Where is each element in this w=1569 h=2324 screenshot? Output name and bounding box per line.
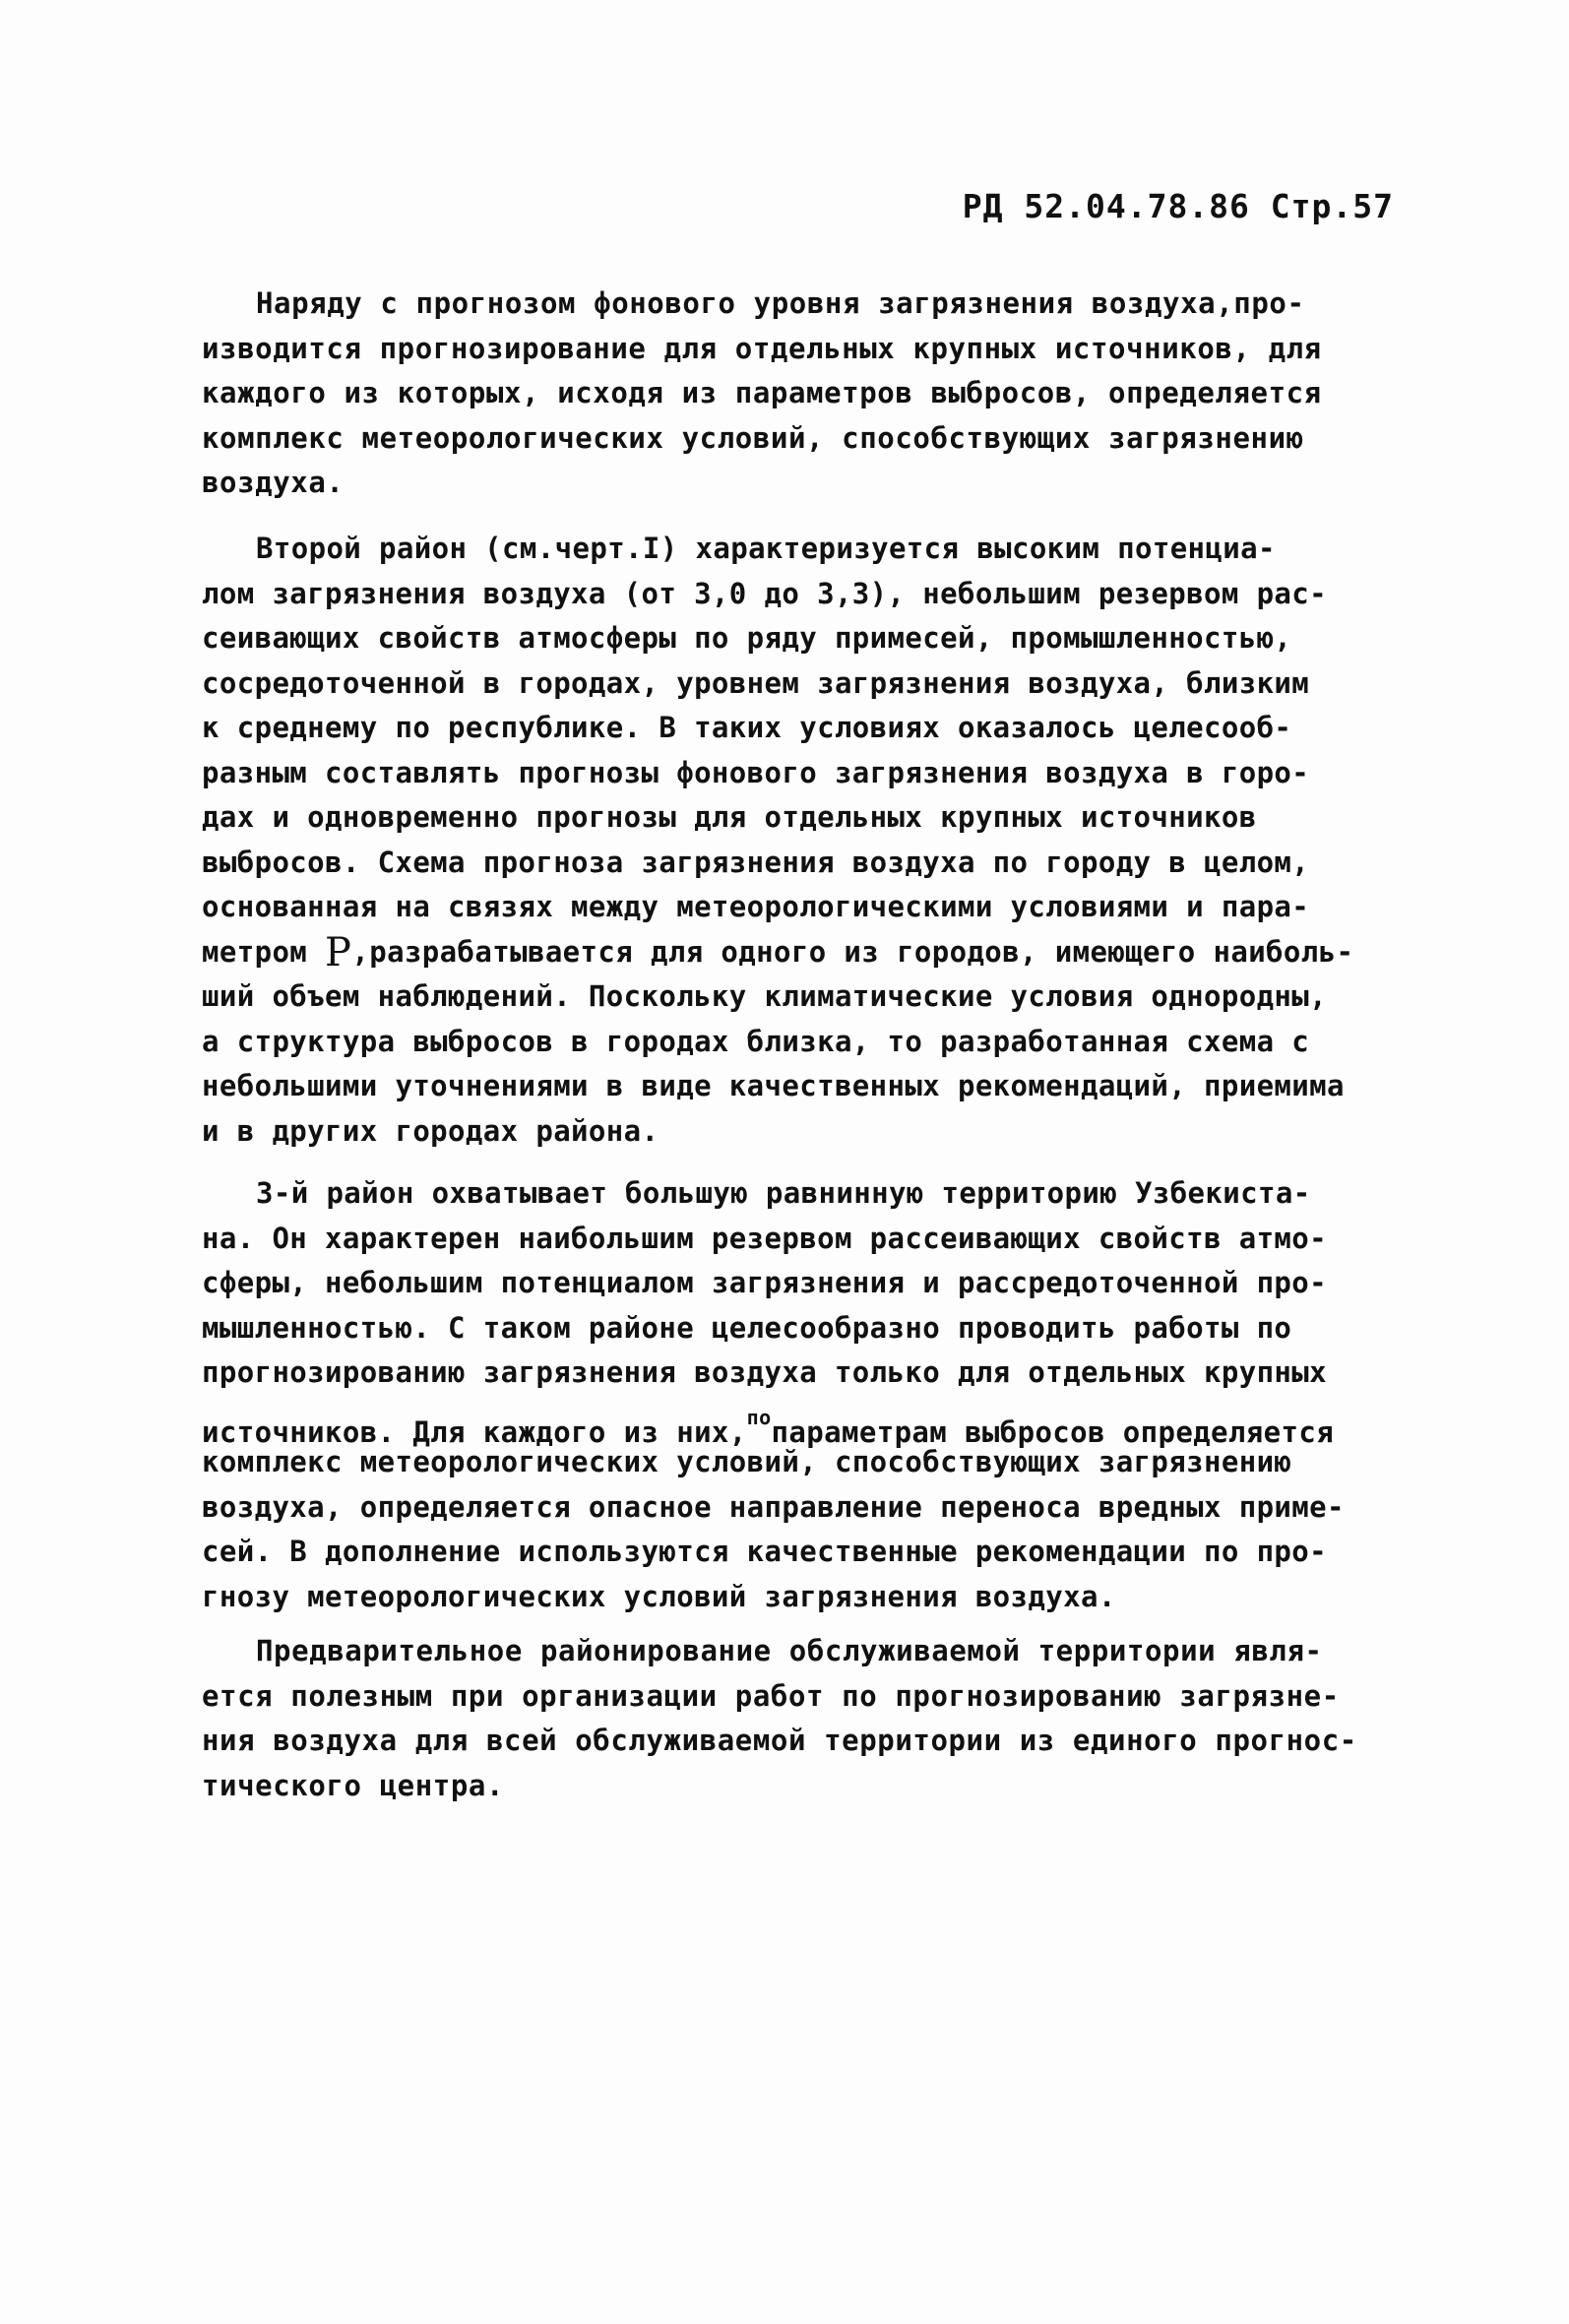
text-line: комплекс метеорологических условий, способствующих загрязнению (202, 420, 1304, 455)
text-line: изводится прогнозирование для отдельных крупных источников, для (202, 331, 1322, 365)
text-line: тического центра. (202, 1768, 505, 1802)
text-line: к среднему по республике. В таких условиях оказалось целесооб- (202, 711, 1292, 744)
text-fragment: источников. Для каждого из них, (202, 1414, 747, 1449)
text-line: каждого из которых, исходя из параметров выбросов, определяется (202, 376, 1322, 409)
text-line: 3-й район охватывает большую равнинную территорию Узбекиста- (256, 1176, 1311, 1210)
text-line: сеивающих свойств атмосферы по ряду примесей, промышленностью, (202, 621, 1292, 655)
text-line: разным составлять прогнозы фонового загрязнения воздуха в горо- (202, 755, 1310, 789)
text-line: лом загрязнения воздуха (от 3,0 до 3,3), небольшим резервом рас- (202, 576, 1328, 610)
text-line: сей. В дополнение используются качественные рекомендации по про- (202, 1535, 1328, 1568)
text-line: ется полезным при организации работ по прогнозированию загрязне- (202, 1678, 1340, 1713)
text-fragment: ,разрабатывается для одного из городов, имеющего наиболь- (351, 934, 1354, 969)
paragraph-4 (202, 1629, 1432, 1808)
text-line: Наряду с прогнозом фонового уровня загрязнения воздуха,про- (256, 286, 1305, 320)
paragraph-1 (202, 282, 1432, 506)
text-line: и в других городах района. (202, 1113, 659, 1148)
text-line: комплекс метеорологических условий, способствующих загрязнению (202, 1445, 1292, 1478)
text-line: Предварительное районирование обслуживаемой территории явля- (256, 1634, 1323, 1667)
text-line: прогнозированию загрязнения воздуха только для отдельных крупных (202, 1355, 1328, 1389)
text-fragment: метром (202, 934, 326, 969)
text-fragment: параметрам выбросов определяется (771, 1414, 1335, 1449)
text-line: сферы, небольшим потенциалом загрязнения и рассредоточенной про- (202, 1266, 1328, 1299)
text-line: мышленностью. С таком районе целесообразно проводить работы по (202, 1310, 1292, 1345)
text-line-with-insertion (202, 1396, 1432, 1449)
text-line: выбросов. Схема прогноза загрязнения воздуха по городу в целом, (202, 845, 1310, 879)
handwritten-insertion: по (746, 1405, 772, 1429)
text-line: ния воздуха для всей обслуживаемой территории из единого прогнос- (202, 1724, 1357, 1757)
text-line: воздуха, определяется опасное направление переноса вредных приме- (202, 1489, 1345, 1524)
text-line: воздуха. (202, 466, 345, 499)
symbol-p: P (325, 929, 352, 975)
text-line: гнозу метеорологических условий загрязнения воздуха. (202, 1579, 1116, 1613)
text-line: небольшими уточнениями в виде качественных рекомендаций, приемима (202, 1069, 1345, 1102)
text-line: а структура выбросов в городах близка, то разработанная схема с (202, 1024, 1310, 1058)
text-line-with-symbol (202, 930, 1432, 975)
text-line: основанная на связях между метеорологическими условиями и пара- (202, 890, 1310, 923)
text-line: дах и одновременно прогнозы для отдельных крупных источников (202, 800, 1257, 834)
text-line: сосредоточенной в городах, уровнем загрязнения воздуха, близким (202, 665, 1310, 700)
paragraph-3 (202, 1171, 1432, 1619)
paragraph-2 (202, 527, 1432, 1154)
page-header-doc-ref: РД 52.04.78.86 Стр.57 (962, 187, 1394, 225)
text-line: Второй район (см.черт.I) характеризуется высоким потенциа- (256, 532, 1276, 565)
text-line: ший объем наблюдений. Поскольку климатические условия однородны, (202, 979, 1328, 1013)
text-line: на. Он характерен наибольшим резервом рассеивающих свойств атмо- (202, 1221, 1328, 1255)
